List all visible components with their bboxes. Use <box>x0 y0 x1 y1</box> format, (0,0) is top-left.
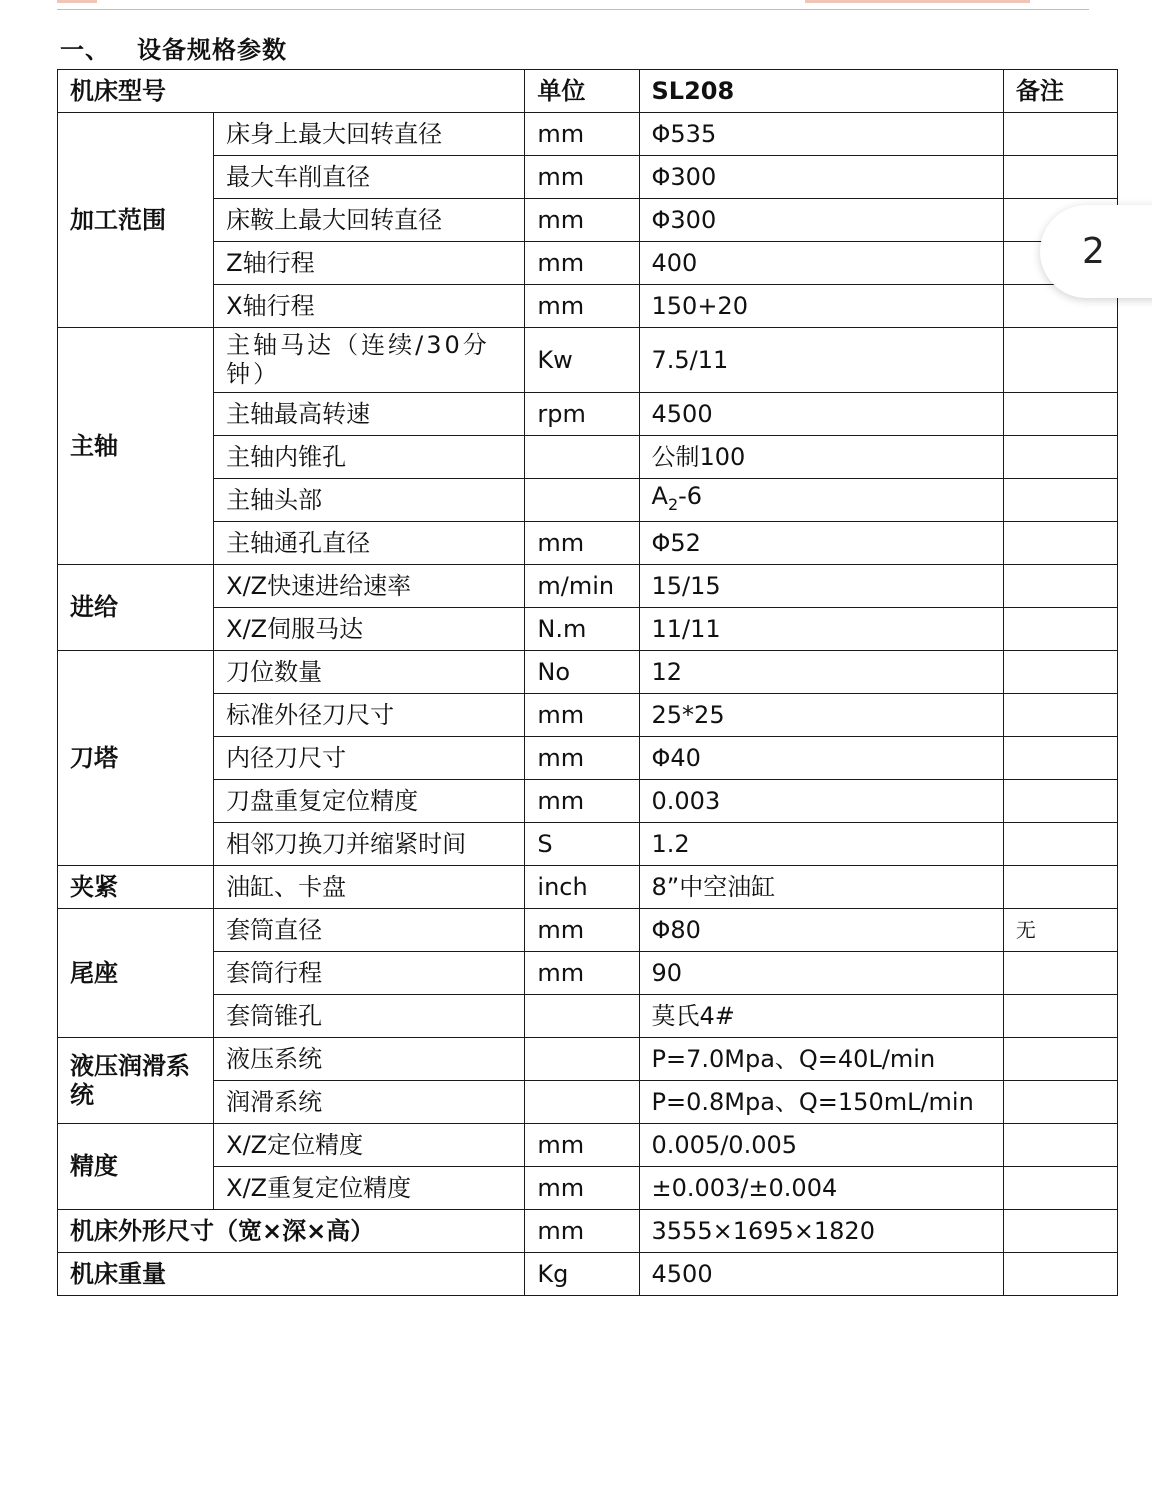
param-unit: mm <box>525 694 639 737</box>
spec-table <box>57 69 1118 1296</box>
param-value: Φ535 <box>639 113 1003 156</box>
param-unit: mm <box>525 156 639 199</box>
param-name: 刀盘重复定位精度 <box>214 780 525 823</box>
param-unit <box>525 1038 639 1081</box>
group-label-processing: 加工范围 <box>58 113 214 328</box>
group-label-clamping: 夹紧 <box>58 866 214 909</box>
param-value: 3555×1695×1820 <box>639 1210 1003 1253</box>
param-value: 12 <box>639 651 1003 694</box>
param-remark <box>1003 522 1117 565</box>
section-number: 一、 <box>60 36 110 64</box>
param-unit: No <box>525 651 639 694</box>
param-value: Φ80 <box>639 909 1003 952</box>
param-remark <box>1003 651 1117 694</box>
param-value: 公制100 <box>639 436 1003 479</box>
table-row <box>58 694 1118 737</box>
table-row <box>58 823 1118 866</box>
param-unit: mm <box>525 285 639 328</box>
param-unit: mm <box>525 737 639 780</box>
param-unit <box>525 479 639 522</box>
table-row <box>58 866 1118 909</box>
param-unit: mm <box>525 242 639 285</box>
param-name: 床身上最大回转直径 <box>214 113 525 156</box>
table-row <box>58 780 1118 823</box>
param-name: 主轴头部 <box>214 479 525 522</box>
value-tail: -6 <box>678 481 703 510</box>
param-value: P=0.8Mpa、Q=150mL/min <box>639 1081 1003 1124</box>
param-name: 套筒直径 <box>214 909 525 952</box>
param-name: 套筒锥孔 <box>214 995 525 1038</box>
table-row <box>58 199 1118 242</box>
param-remark <box>1003 608 1117 651</box>
param-name: X/Z重复定位精度 <box>214 1167 525 1210</box>
param-unit: Kg <box>525 1253 639 1296</box>
value-main: A <box>651 481 668 510</box>
param-remark <box>1003 952 1117 995</box>
param-remark <box>1003 1038 1117 1081</box>
param-value: Φ300 <box>639 199 1003 242</box>
param-unit: mm <box>525 909 639 952</box>
table-row <box>58 1253 1118 1296</box>
param-remark: 无 <box>1003 909 1117 952</box>
param-value: 4500 <box>639 1253 1003 1296</box>
param-unit: mm <box>525 113 639 156</box>
table-row <box>58 156 1118 199</box>
param-name: 床鞍上最大回转直径 <box>214 199 525 242</box>
group-label-turret: 刀塔 <box>58 651 214 866</box>
param-name: 相邻刀换刀并缩紧时间 <box>214 823 525 866</box>
header-decoration-right <box>805 0 1030 3</box>
param-unit: mm <box>525 1210 639 1253</box>
param-remark <box>1003 393 1117 436</box>
group-label-precision: 精度 <box>58 1124 214 1210</box>
param-value: 8”中空油缸 <box>639 866 1003 909</box>
param-remark <box>1003 1210 1117 1253</box>
param-name: X/Z伺服马达 <box>214 608 525 651</box>
param-remark <box>1003 1167 1117 1210</box>
param-value: ±0.003/±0.004 <box>639 1167 1003 1210</box>
param-remark <box>1003 328 1117 393</box>
param-unit: mm <box>525 1167 639 1210</box>
param-name: 刀位数量 <box>214 651 525 694</box>
table-row <box>58 393 1118 436</box>
param-remark <box>1003 823 1117 866</box>
param-value: Φ300 <box>639 156 1003 199</box>
param-unit: mm <box>525 780 639 823</box>
page-number: 2 <box>1082 231 1105 272</box>
param-value: Φ52 <box>639 522 1003 565</box>
group-label-tailstock: 尾座 <box>58 909 214 1038</box>
table-row <box>58 1210 1118 1253</box>
header-rule <box>57 9 1089 10</box>
param-value: 0.003 <box>639 780 1003 823</box>
param-name: X/Z定位精度 <box>214 1124 525 1167</box>
group-label-feed: 进给 <box>58 565 214 651</box>
param-value <box>639 479 1003 522</box>
param-unit: rpm <box>525 393 639 436</box>
param-name: 主轴内锥孔 <box>214 436 525 479</box>
table-row <box>58 995 1118 1038</box>
param-name: Z轴行程 <box>214 242 525 285</box>
param-name: 主轴通孔直径 <box>214 522 525 565</box>
param-name: 套筒行程 <box>214 952 525 995</box>
param-name: 标准外径刀尺寸 <box>214 694 525 737</box>
param-remark <box>1003 780 1117 823</box>
section-title: 设备规格参数 <box>137 36 287 64</box>
param-remark <box>1003 113 1117 156</box>
page-indicator-tab[interactable] <box>1040 205 1152 298</box>
param-value: 90 <box>639 952 1003 995</box>
param-value: 莫氏4# <box>639 995 1003 1038</box>
param-value: Φ40 <box>639 737 1003 780</box>
param-unit: mm <box>525 952 639 995</box>
param-remark <box>1003 866 1117 909</box>
table-row <box>58 737 1118 780</box>
param-value: 400 <box>639 242 1003 285</box>
param-unit <box>525 995 639 1038</box>
table-header-row <box>58 70 1118 113</box>
table-row <box>58 651 1118 694</box>
param-name: 内径刀尺寸 <box>214 737 525 780</box>
param-name: 液压系统 <box>214 1038 525 1081</box>
table-row <box>58 328 1118 393</box>
table-row <box>58 565 1118 608</box>
param-value: 11/11 <box>639 608 1003 651</box>
param-remark <box>1003 995 1117 1038</box>
table-row <box>58 285 1118 328</box>
param-value: 150+20 <box>639 285 1003 328</box>
table-row <box>58 113 1118 156</box>
param-name: X/Z快速进给速率 <box>214 565 525 608</box>
param-remark <box>1003 694 1117 737</box>
param-value: 25*25 <box>639 694 1003 737</box>
table-row <box>58 909 1118 952</box>
table-row <box>58 479 1118 522</box>
param-remark <box>1003 156 1117 199</box>
value-subscript: 2 <box>667 494 679 514</box>
param-unit: Kw <box>525 328 639 393</box>
param-name: 润滑系统 <box>214 1081 525 1124</box>
param-value: 4500 <box>639 393 1003 436</box>
param-value: 15/15 <box>639 565 1003 608</box>
param-name: 主轴马达（连续/30分钟） <box>214 328 525 393</box>
weight-label: 机床重量 <box>58 1253 525 1296</box>
group-label-spindle: 主轴 <box>58 328 214 565</box>
param-remark <box>1003 737 1117 780</box>
param-value: 0.005/0.005 <box>639 1124 1003 1167</box>
param-remark <box>1003 1253 1117 1296</box>
param-unit <box>525 1081 639 1124</box>
param-remark <box>1003 1081 1117 1124</box>
table-row <box>58 522 1118 565</box>
param-name: X轴行程 <box>214 285 525 328</box>
param-remark <box>1003 479 1117 522</box>
header-decoration-left <box>57 0 97 3</box>
param-name: 主轴最高转速 <box>214 393 525 436</box>
param-name: 油缸、卡盘 <box>214 866 525 909</box>
dimensions-label: 机床外形尺寸（宽×深×高） <box>58 1210 525 1253</box>
table-row <box>58 608 1118 651</box>
table-row <box>58 1081 1118 1124</box>
group-label-hydraulic: 液压润滑系统 <box>58 1038 214 1124</box>
param-unit: inch <box>525 866 639 909</box>
param-remark <box>1003 565 1117 608</box>
param-unit: mm <box>525 1124 639 1167</box>
header-unit: 单位 <box>525 70 639 113</box>
param-unit <box>525 436 639 479</box>
param-unit: mm <box>525 199 639 242</box>
param-unit: S <box>525 823 639 866</box>
table-row <box>58 1038 1118 1081</box>
table-row <box>58 242 1118 285</box>
table-row <box>58 1167 1118 1210</box>
param-value: 7.5/11 <box>639 328 1003 393</box>
param-remark <box>1003 1124 1117 1167</box>
param-unit: N.m <box>525 608 639 651</box>
param-name: 最大车削直径 <box>214 156 525 199</box>
param-remark <box>1003 436 1117 479</box>
table-row <box>58 436 1118 479</box>
param-value: P=7.0Mpa、Q=40L/min <box>639 1038 1003 1081</box>
header-model-label: 机床型号 <box>58 70 525 113</box>
param-unit: mm <box>525 522 639 565</box>
table-row <box>58 1124 1118 1167</box>
param-unit: m/min <box>525 565 639 608</box>
section-heading <box>60 30 287 65</box>
header-remark: 备注 <box>1003 70 1117 113</box>
param-value: 1.2 <box>639 823 1003 866</box>
header-model: SL208 <box>639 70 1003 113</box>
table-row <box>58 952 1118 995</box>
